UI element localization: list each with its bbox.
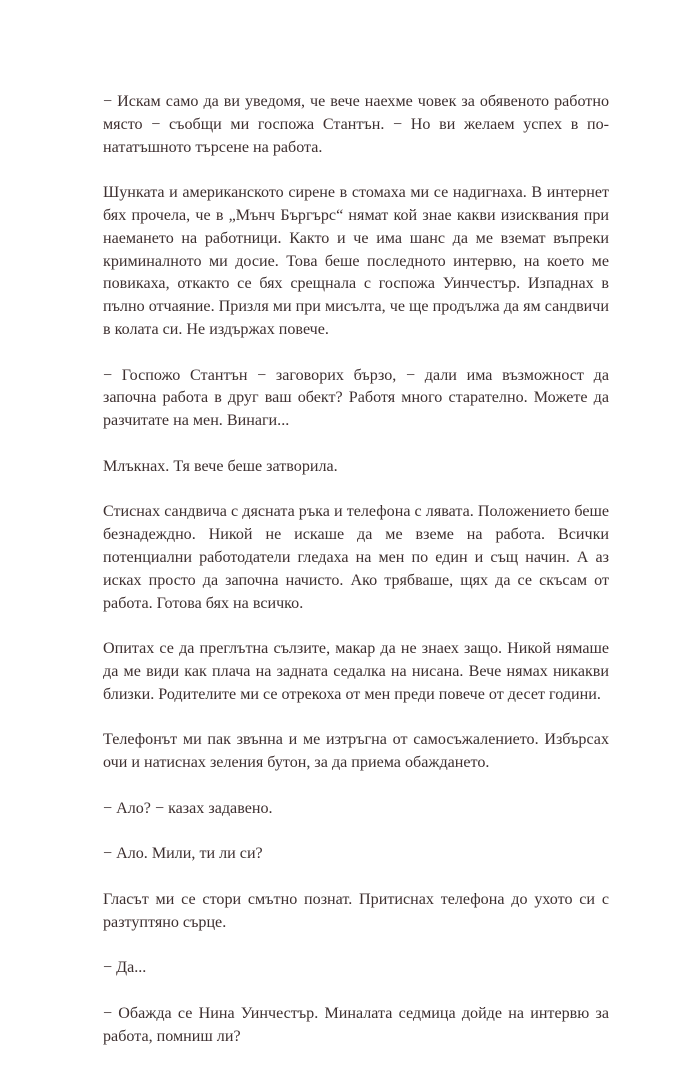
paragraph: Млъкнах. Тя вече беше затворила.: [103, 457, 338, 475]
dialogue-line: − Ало? − казах задавено.: [103, 799, 273, 817]
paragraph: Телефонът ми пак звънна и ме изтръгна от самосъжалението. Избърсах очи и натиснах зеления бутон, за да приема обаждането.: [103, 731, 609, 772]
paragraph: − Госпожо Стантън − заговорих бързо, − дали има възможност да започна работа в друг ваш обект? Работя много старателно. Можете да разчитате на мен. Винаги...: [103, 366, 609, 430]
paragraph: Стиснах сандвича с дясната ръка и телефона с лявата. Положението беше безнадеждно. Никой не искаше да ме вземе на работа. Всички потенциални работодатели гледаха на мен по един и същ начин. А аз исках просто да започна начисто. Ако трябваше, щях да се скъсам от работа. Готова бях на всичко.: [103, 503, 609, 612]
dialogue-line: − Да...: [103, 959, 147, 977]
paragraph: Опитах се да преглътна сълзите, макар да не знаех защо. Никой нямаше да ме види как плача на задната седалка на нисана. Вече нямах никакви близки. Родителите ми се отрекоха от мен преди повече от десет години.: [103, 640, 609, 703]
body-text: [103, 91, 609, 1071]
paragraph: Шунката и американското сирене в стомаха ми се надигнаха. В интернет бях прочела, че в „Мънч Бъргърс“ нямат кой знае какви изисквания при наемането на работници. Както и че има шанс да ме вземат въпреки криминалното ми досие. Това беше последното интервю, на което ме повикаха, откакто се бях срещнала с госпожа Уинчестър. Изпаднах в пълно отчаяние. Призля ми при мисълта, че ще продължа да ям сандвичи в колата си. Не издържах повече.: [103, 184, 609, 338]
dialogue-line: − Обажда се Нина Уинчестър. Миналата седмица дойде на интервю за работа, помниш ли?: [103, 1004, 609, 1045]
dialogue-line: − Ало. Мили, ти ли си?: [103, 845, 263, 863]
paragraph: − Искам само да ви уведомя, че вече наехме човек за обявеното работно място − съобщи ми госпожа Стантън. − Но ви желаем успех в по-нататъшното търсене на работа.: [103, 93, 609, 156]
paragraph: Гласът ми се стори смътно познат. Притиснах телефона до ухото си с разтуптяно сърце.: [103, 890, 609, 931]
